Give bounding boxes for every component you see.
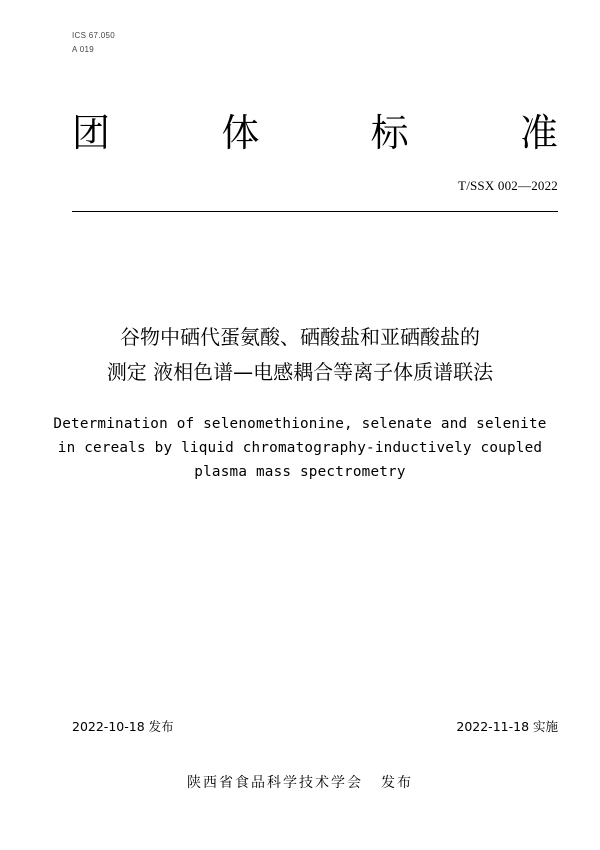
implementation-date: 2022-11-18 实施: [456, 719, 558, 734]
publisher-name: 陕西省食品科学技术学会: [187, 775, 363, 791]
chinese-title-line: 谷物中硒代蛋氨酸、硒酸盐和亚硒酸盐的: [120, 325, 480, 349]
chinese-title: [0, 320, 600, 390]
standard-type-char: 体: [221, 111, 260, 155]
english-title-line: plasma mass spectrometry: [194, 464, 406, 480]
ccs-code: A 019: [72, 45, 94, 54]
publisher-line: [0, 772, 600, 792]
english-title-line: in cereals by liquid chromatography-inductively coupled: [57, 440, 543, 456]
standard-type-heading: [72, 108, 558, 158]
standard-type-char: 团: [72, 111, 111, 155]
chinese-title-line: 测定 液相色谱—电感耦合等离子体质谱联法: [106, 360, 494, 384]
english-title: [0, 412, 600, 484]
english-title-line: Determination of selenomethionine, selenate and selenite: [53, 416, 547, 432]
standard-number: T/SSX 002—2022: [458, 178, 558, 193]
publisher-suffix: 发布: [381, 775, 413, 791]
standard-type-char: 标: [370, 111, 409, 155]
issue-date: 2022-10-18 发布: [72, 719, 174, 734]
ics-code: ICS 67.050: [72, 31, 116, 40]
standard-type-char: 准: [519, 111, 558, 155]
header-divider: [72, 211, 558, 212]
